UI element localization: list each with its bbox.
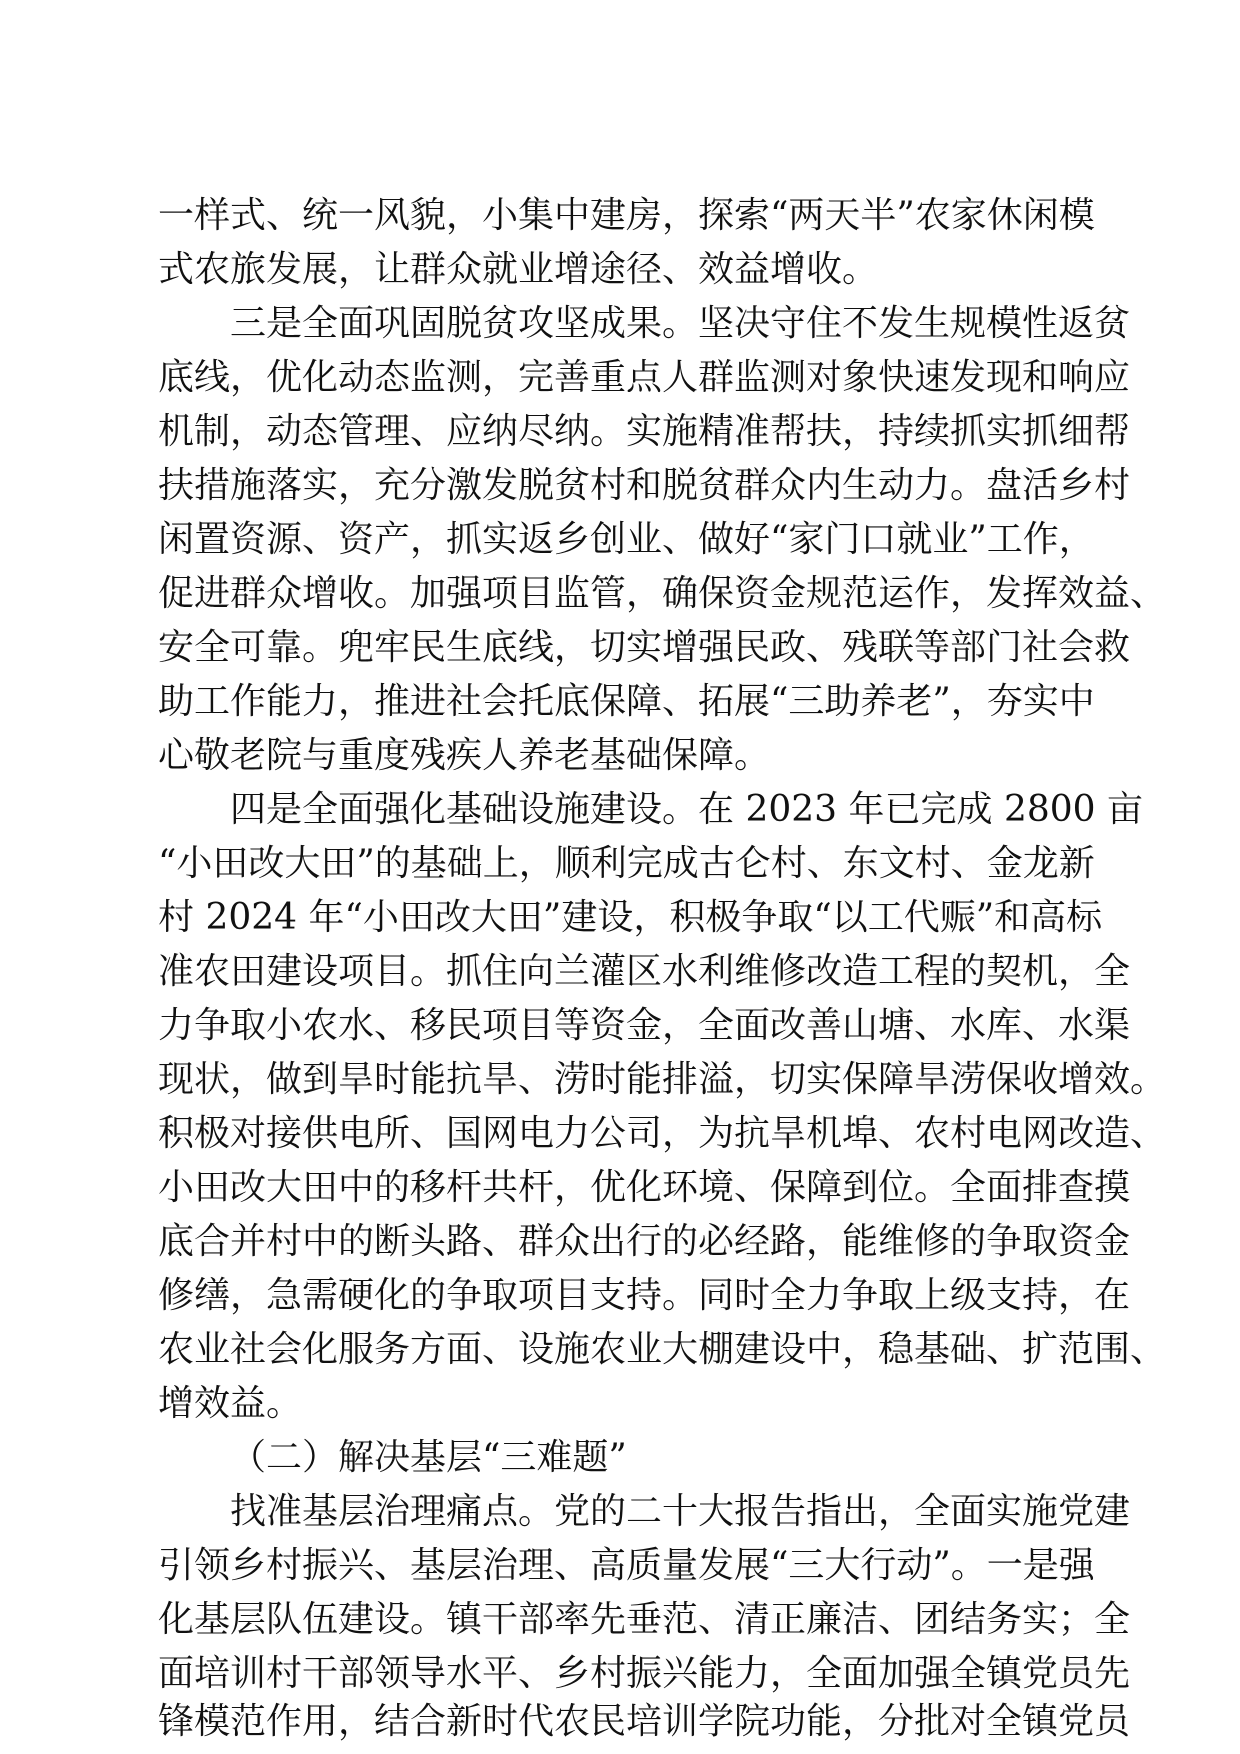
paragraph-line: 底线，优化动态监测，完善重点人群监测对象快速发现和响应	[158, 357, 1131, 398]
paragraph-line: 小田改大田中的移杆共杆，优化环境、保障到位。全面排查摸	[158, 1167, 1131, 1208]
paragraph-line: 四是全面强化基础设施建设。在 2023 年已完成 2800 亩	[230, 789, 1144, 830]
section-heading: （二）解决基层“三难题”	[230, 1437, 627, 1478]
paragraph-line: 力争取小农水、移民项目等资金，全面改善山塘、水库、水渠	[158, 1005, 1131, 1046]
paragraph-line: 村 2024 年“小田改大田”建设，积极争取“以工代赈”和高标	[158, 897, 1103, 938]
paragraph-line: 准农田建设项目。抓住向兰灌区水利维修改造工程的契机，全	[158, 951, 1131, 992]
paragraph-line: 找准基层治理痛点。党的二十大报告指出，全面实施党建	[230, 1491, 1131, 1532]
paragraph-line: 促进群众增收。加强项目监管，确保资金规范运作，发挥效益、	[158, 573, 1167, 614]
paragraph-line: 底合并村中的断头路、群众出行的必经路，能维修的争取资金	[158, 1221, 1131, 1262]
paragraph-line: 农业社会化服务方面、设施农业大棚建设中，稳基础、扩范围、	[158, 1329, 1167, 1370]
paragraph-line: 心敬老院与重度残疾人养老基础保障。	[158, 735, 771, 776]
paragraph-line: 化基层队伍建设。镇干部率先垂范、清正廉洁、团结务实；全	[158, 1599, 1131, 1640]
paragraph-line: 助工作能力，推进社会托底保障、拓展“三助养老”，夯实中	[158, 681, 1095, 722]
paragraph-line: 修缮，急需硬化的争取项目支持。同时全力争取上级支持，在	[158, 1275, 1131, 1316]
paragraph-line: 闲置资源、资产，抓实返乡创业、做好“家门口就业”工作，	[158, 519, 1095, 560]
paragraph-line: 一样式、统一风貌，小集中建房，探索“两天半”农家休闲模	[158, 195, 1095, 236]
paragraph-line: 面培训村干部领导水平、乡村振兴能力，全面加强全镇党员先	[158, 1653, 1131, 1694]
paragraph-line: 安全可靠。兜牢民生底线，切实增强民政、残联等部门社会救	[158, 627, 1131, 668]
paragraph-line: 扶措施落实，充分激发脱贫村和脱贫群众内生动力。盘活乡村	[158, 465, 1131, 506]
paragraph-line: 机制，动态管理、应纳尽纳。实施精准帮扶，持续抓实抓细帮	[158, 411, 1131, 452]
paragraph-line: 三是全面巩固脱贫攻坚成果。坚决守住不发生规模性返贫	[230, 303, 1131, 344]
paragraph-line: “小田改大田”的基础上，顺利完成古仑村、东文村、金龙新	[158, 843, 1095, 884]
paragraph-line: 现状，做到旱时能抗旱、涝时能排溢，切实保障旱涝保收增效。	[158, 1059, 1167, 1100]
paragraph-line: 锋模范作用，结合新时代农民培训学院功能，分批对全镇党员	[158, 1701, 1131, 1742]
paragraph-line: 引领乡村振兴、基层治理、高质量发展“三大行动”。一是强	[158, 1545, 1095, 1586]
paragraph-line: 增效益。	[158, 1383, 303, 1424]
paragraph-line: 式农旅发展，让群众就业增途径、效益增收。	[158, 249, 879, 290]
paragraph-line: 积极对接供电所、国网电力公司，为抗旱机埠、农村电网改造、	[158, 1113, 1167, 1154]
